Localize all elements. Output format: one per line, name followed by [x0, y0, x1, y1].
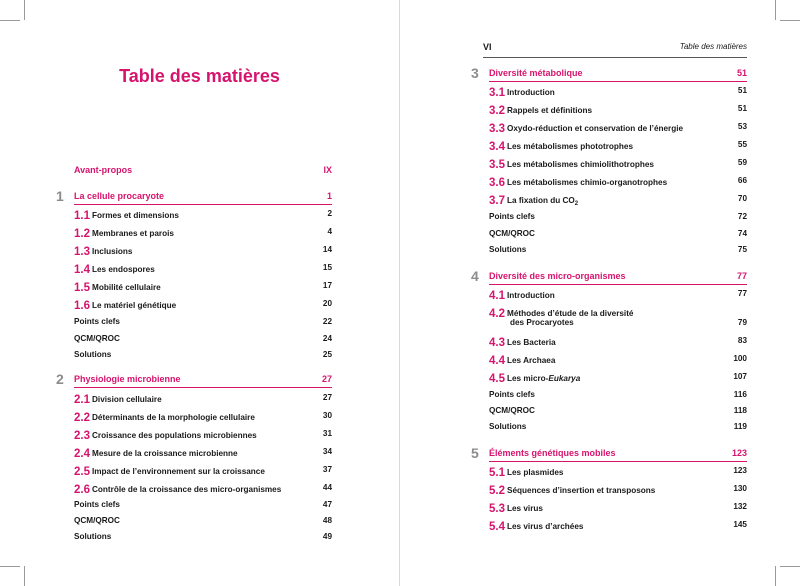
page-title: Table des matières — [119, 66, 280, 86]
page-spine — [399, 0, 400, 586]
toc-entry-2-6[interactable]: 2.6 Contrôle de la croissance des micro-organismes 44 — [74, 483, 332, 496]
toc-entry-solutions[interactable]: Solutions 119 — [489, 422, 747, 431]
left-page — [0, 0, 399, 586]
toc-entry-4-2[interactable]: 4.2 Méthodes d’étude de la diversité des Procaryotes 79 — [489, 308, 747, 327]
toc-entry-2-2[interactable]: 2.2 Déterminants de la morphologie cellulaire 30 — [74, 411, 332, 424]
toc-entry-3-3[interactable]: 3.3 Oxydo-réduction et conservation de l’énergie 53 — [489, 122, 747, 135]
chapter-heading-1[interactable]: 1 La cellule procaryote 1 — [56, 188, 332, 204]
chapter-heading-4[interactable]: 4 Diversité des micro-organismes 77 — [471, 268, 747, 284]
toc-entry-1-5[interactable]: 1.5 Mobilité cellulaire 17 — [74, 281, 332, 294]
chapter-number: 3 — [471, 65, 479, 81]
toc-entry-3-7[interactable]: 3.7 La fixation du $CO_2$ 70 — [489, 194, 747, 207]
toc-entry-points-clefs[interactable]: Points clefs 72 — [489, 212, 747, 221]
chapter-title: Diversité métabolique — [489, 68, 583, 78]
toc-entry-points-clefs[interactable]: Points clefs 22 — [74, 317, 332, 326]
toc-entry-qcm[interactable]: QCM/QROC 48 — [74, 516, 332, 525]
toc-entry-5-2[interactable]: 5.2 Séquences d’insertion et transposons 130 — [489, 484, 747, 497]
chapter-title: Diversité des micro-organismes — [489, 271, 626, 281]
toc-entry-qcm[interactable]: QCM/QROC 24 — [74, 334, 332, 343]
chapter-title: La cellule procaryote — [74, 191, 165, 201]
page-number: VI — [483, 42, 492, 52]
toc-entry-qcm[interactable]: QCM/QROC 74 — [489, 229, 747, 238]
chapter-heading-5[interactable]: 5 Éléments génétiques mobiles 123 — [471, 445, 747, 461]
toc-entry-solutions[interactable]: Solutions 75 — [489, 245, 747, 254]
toc-entry-points-clefs[interactable]: Points clefs 47 — [74, 500, 332, 509]
toc-entry-2-3[interactable]: 2.3 Croissance des populations microbiennes 31 — [74, 429, 332, 442]
chapter-heading-3[interactable]: 3 Diversité métabolique 51 — [471, 65, 747, 81]
running-title: Table des matières — [679, 42, 747, 51]
toc-entry-1-1[interactable]: 1.1 Formes et dimensions 2 — [74, 209, 332, 222]
toc-entry-2-1[interactable]: 2.1 Division cellulaire 27 — [74, 393, 332, 406]
toc-entry-3-6[interactable]: 3.6 Les métabolismes chimio-organotrophes 66 — [489, 176, 747, 189]
toc-entry-3-2[interactable]: 3.2 Rappels et définitions 51 — [489, 104, 747, 117]
chapter-title: Physiologie microbienne — [74, 374, 181, 384]
chapter-number: 1 — [56, 188, 64, 204]
running-head — [483, 42, 747, 58]
chapter-number: 4 — [471, 268, 479, 284]
chapter-rule — [74, 387, 332, 388]
toc-entry-3-4[interactable]: 3.4 Les métabolismes phototrophes 55 — [489, 140, 747, 153]
chapter-rule — [489, 461, 747, 462]
toc-entry-4-3[interactable]: 4.3 Les Bacteria 83 — [489, 336, 747, 349]
toc-entry-points-clefs[interactable]: Points clefs 116 — [489, 390, 747, 399]
chapter-rule — [489, 81, 747, 82]
chapter-heading-2[interactable]: 2 Physiologie microbienne 27 — [56, 371, 332, 387]
toc-entry-5-4[interactable]: 5.4 Les virus d’archées 145 — [489, 520, 747, 533]
toc-entry-1-6[interactable]: 1.6 Le matériel génétique 20 — [74, 299, 332, 312]
toc-entry-1-2[interactable]: 1.2 Membranes et parois 4 — [74, 227, 332, 240]
toc-entry-3-1[interactable]: 3.1 Introduction 51 — [489, 86, 747, 99]
toc-entry-1-4[interactable]: 1.4 Les endospores 15 — [74, 263, 332, 276]
toc-entry-2-4[interactable]: 2.4 Mesure de la croissance microbienne 34 — [74, 447, 332, 460]
chapter-number: 5 — [471, 445, 479, 461]
toc-entry-5-1[interactable]: 5.1 Les plasmides 123 — [489, 466, 747, 479]
toc-entry-5-3[interactable]: 5.3 Les virus 132 — [489, 502, 747, 515]
toc-entry-1-3[interactable]: 1.3 Inclusions 14 — [74, 245, 332, 258]
toc-entry-3-5[interactable]: 3.5 Les métabolismes chimiolithotrophes 59 — [489, 158, 747, 171]
toc-entry-4-5[interactable]: 4.5 Les micro-Eukarya 107 — [489, 372, 747, 385]
toc-entry-avant-propos[interactable]: Avant-propos IX — [74, 165, 332, 175]
toc-entry-4-4[interactable]: 4.4 Les Archaea 100 — [489, 354, 747, 367]
chapter-title: Éléments génétiques mobiles — [489, 448, 616, 458]
toc-entry-solutions[interactable]: Solutions 25 — [74, 350, 332, 359]
toc-entry-qcm[interactable]: QCM/QROC 118 — [489, 406, 747, 415]
toc-entry-solutions[interactable]: Solutions 49 — [74, 532, 332, 541]
toc-entry-2-5[interactable]: 2.5 Impact de l’environnement sur la croissance 37 — [74, 465, 332, 478]
chapter-rule — [489, 284, 747, 285]
right-page — [401, 0, 800, 586]
chapter-rule — [74, 204, 332, 205]
toc-entry-4-1[interactable]: 4.1 Introduction 77 — [489, 289, 747, 302]
chapter-number: 2 — [56, 371, 64, 387]
